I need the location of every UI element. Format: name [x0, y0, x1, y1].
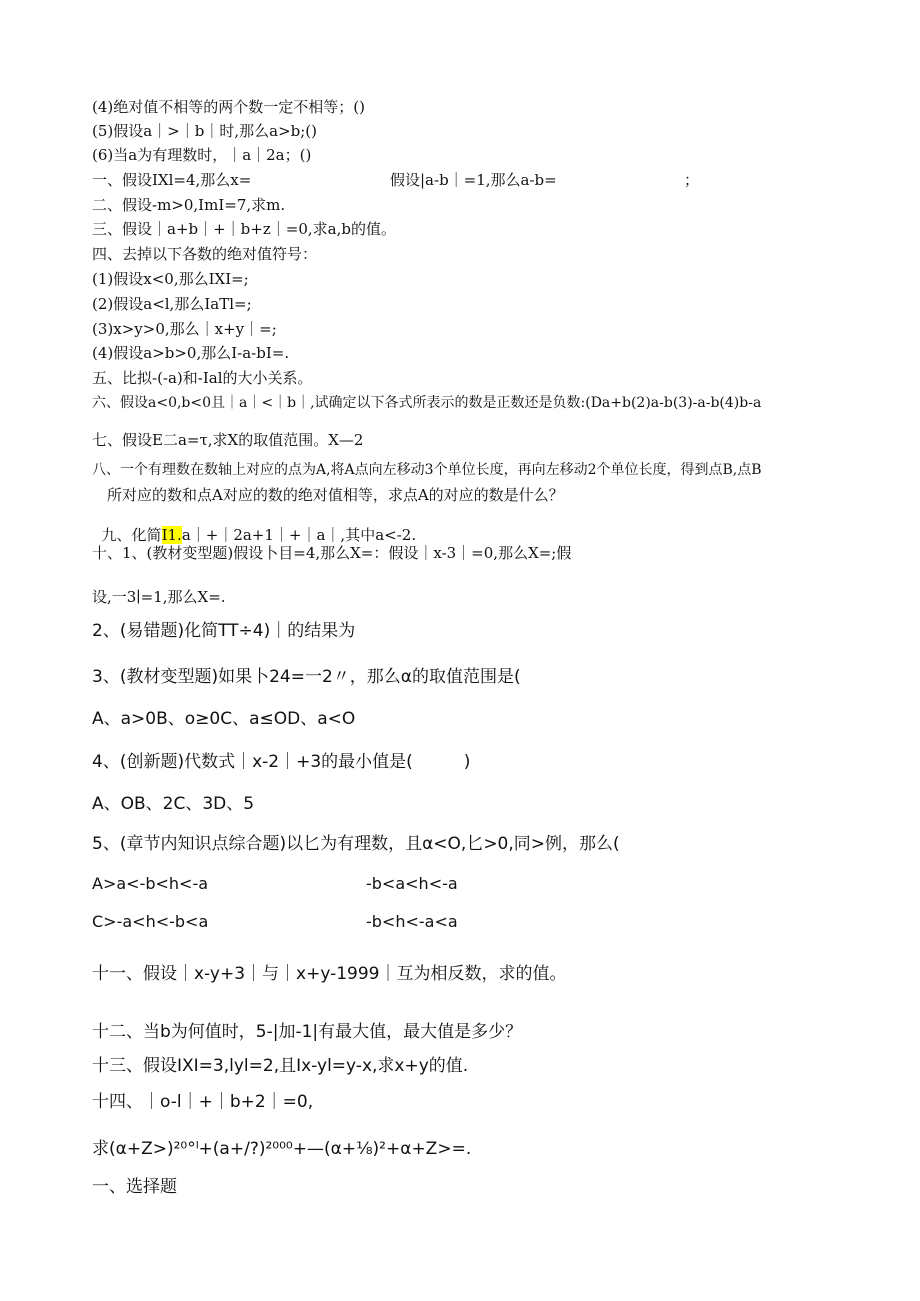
text-line: A、a>0B、o≥0C、a≤OD、a<O	[92, 709, 356, 729]
text-line: 假设|a-b｜=1,那么a-b=	[390, 171, 557, 189]
text-line: A>a<-b<h<-a	[92, 874, 209, 893]
text-line: 三、假设｜a+b｜+｜b+z｜=0,求a,b的值。	[92, 220, 396, 238]
text-line: 七、假设E二a=τ,求X的取值范围。X—2	[92, 431, 364, 449]
text-line: 5、(章节内知识点综合题)以匕为有理数，且α<O,匕>0,同>例，那么(	[92, 834, 620, 854]
text-line: 十一、假设｜x-y+3｜与｜x+y-1999｜互为相反数，求的值。	[92, 964, 567, 984]
text-line: (2)假设a<l,那么IaTl=;	[92, 295, 252, 313]
text-line: 十二、当b为何值时，5-|加-1|有最大值，最大值是多少？	[92, 1022, 523, 1042]
highlight-mark: I1.	[161, 526, 182, 544]
text-line: 一、假设IXl=4,那么x=	[92, 171, 252, 189]
text-line: (4)绝对值不相等的两个数一定不相等；()	[92, 98, 365, 116]
text-segment: a｜+｜2a+1｜+｜a｜,其中a<-2.	[181, 526, 417, 544]
text-segment: 九、化简	[101, 526, 162, 544]
text-line: (3)x>y>0,那么｜x+y｜=;	[92, 320, 277, 338]
text-line: 3、(教材变型题)如果卜24=一2〃，那么α的取值范围是(	[92, 667, 521, 687]
text-line: 十、1、(教材变型题)假设卜目=4,那么X=：假设｜x-3｜=0,那么X=;假	[92, 544, 572, 562]
text-line: 求(α+Z>)²⁰°ˡ+(a+/?)²⁰⁰⁰+—(α+⅛)²+α+Z>=.	[92, 1139, 472, 1159]
text-line: C>-a<h<-b<a	[92, 912, 209, 931]
text-line	[92, 513, 416, 543]
text-line: 设,一3∣=1,那么X=.	[92, 588, 226, 606]
text-line: (5)假设a｜>｜b｜时,那么a>b;()	[92, 122, 318, 140]
text-line: ；	[684, 171, 700, 189]
text-line: (1)假设x<0,那么IXI=;	[92, 270, 249, 288]
text-line: 2、(易错题)化简TT÷4)｜的结果为	[92, 621, 356, 641]
text-line: 所对应的数和点A对应的数的绝对值相等，求点A的对应的数是什么？	[107, 486, 564, 504]
text-line: 4、(创新题)代数式｜x-2｜+3的最小值是( )	[92, 752, 471, 772]
text-line: 二、假设-m>0,ImI=7,求m.	[92, 196, 286, 214]
text-line: 十三、假设IXI=3,lyl=2,且Ix-yl=y-x,求x+y的值.	[92, 1056, 469, 1076]
text-line: (6)当a为有理数时，｜a｜2a；()	[92, 146, 312, 164]
text-line: 八、一个有理数在数轴上对应的点为A,将A点向左移动3个单位长度，再向左移动2个单位长度，得到点B,点B	[92, 462, 762, 478]
text-line: 十四、｜o-l｜+｜b+2｜=0,	[92, 1092, 314, 1112]
text-line: (4)假设a>b>0,那么I-a-bI=.	[92, 344, 290, 362]
section-heading: 一、选择题	[92, 1177, 177, 1197]
text-line: -b<a<h<-a	[366, 874, 458, 893]
text-line: -b<h<-a<a	[366, 912, 458, 931]
text-line: 五、比拟-(-a)和-Ial的大小关系。	[92, 369, 313, 387]
text-line: 四、去掉以下各数的绝对值符号：	[92, 245, 318, 263]
text-line: A、OB、2C、3D、5	[92, 794, 255, 814]
text-line: 六、假设a<0,b<0且｜a｜<｜b｜,试确定以下各式所表示的数是正数还是负数:(Da+b(2)a-b(3)-a-b(4)b-a	[92, 395, 762, 411]
